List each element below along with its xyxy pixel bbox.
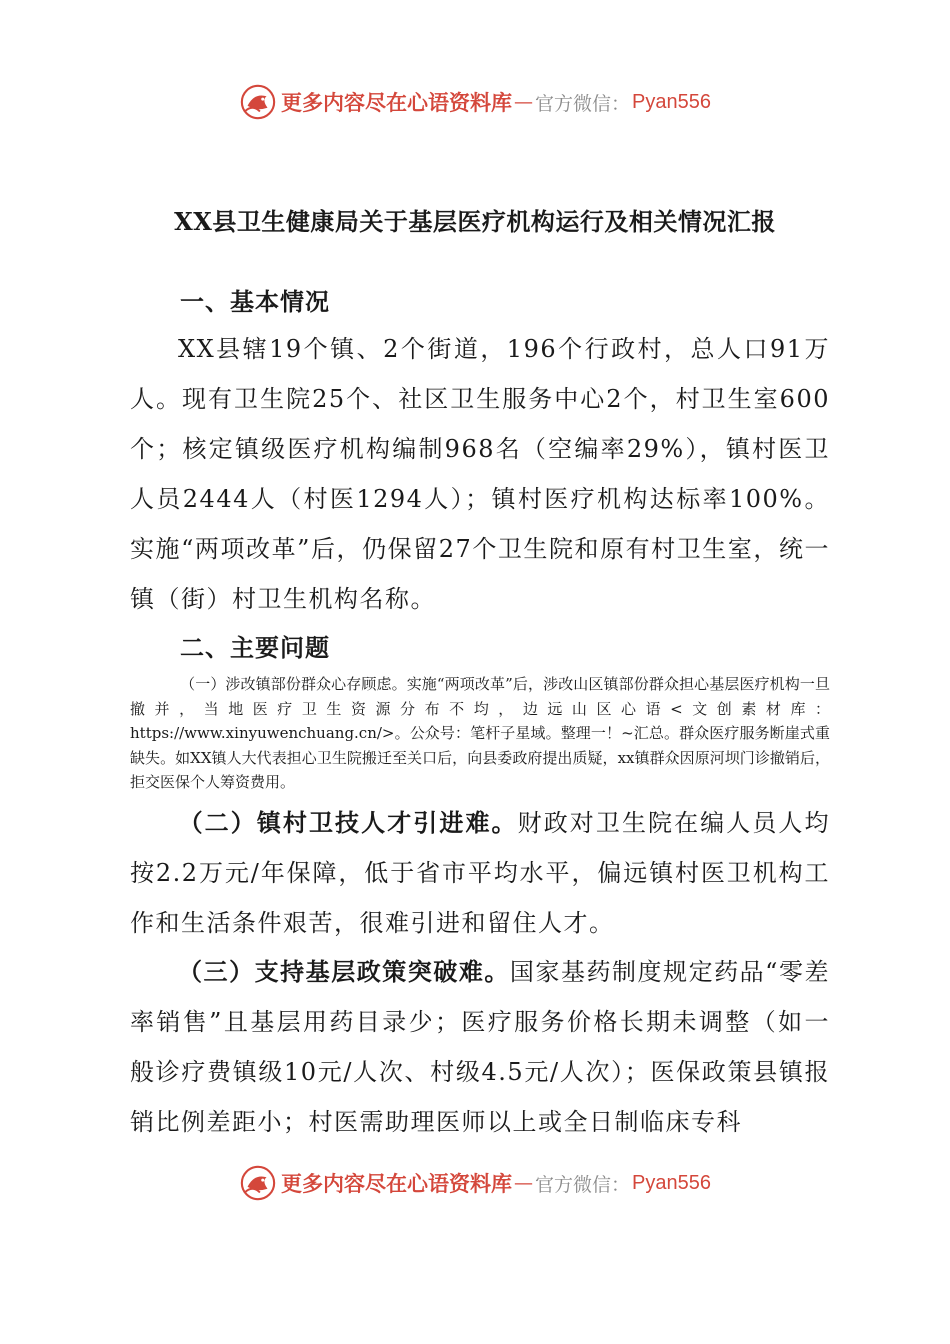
header-watermark-banner [0, 80, 950, 124]
paragraph-basic-situation-text: XX县辖19个镇、2个街道，196个行政村，总人口91万人。现有卫生院25个、社区卫生服务中心2个，村卫生室600个；核定镇级医疗机构编制968名（空编率29%），镇村医卫人员2444人（村医1294人）；镇村医疗机构达标率100%。实施“两项改革”后，仍保留27个卫生院和原有村卫生室，统一镇（街）村卫生机构名称。 [130, 335, 830, 613]
banner-wechat-id: Pyan556 [632, 90, 711, 113]
banner-wechat-label: 官方微信： [535, 92, 631, 115]
fish-logo-icon [239, 1164, 277, 1202]
banner-brand-text: 更多内容尽在心语资料库 [281, 90, 512, 115]
document-title: XX县卫生健康局关于基层医疗机构运行及相关情况汇报 [174, 207, 776, 236]
problem-item-2 [130, 798, 830, 948]
paragraph-basic-situation [130, 324, 830, 624]
section-heading-main-problems: 二、主要问题 [180, 633, 330, 662]
problem-item-2-text: 财政对卫生院在编人员人均按2.2万元/年保障，低于省市平均水平，偏远镇村医卫机构工作和生活条件艰苦，很难引进和留住人才。 [130, 809, 831, 937]
problem-item-3 [130, 947, 830, 1147]
footer-watermark-banner [0, 1161, 950, 1205]
banner-wechat-label: 官方微信： [535, 1173, 631, 1196]
banner-dash: — [514, 91, 533, 113]
fish-logo-icon [239, 83, 277, 121]
banner-wechat-id: Pyan556 [632, 1171, 711, 1194]
problem-item-3-lead: （三）支持基层政策突破难。 [178, 957, 510, 986]
problem-item-1-text: （一）涉改镇部份群众心存顾虑。实施“两项改革”后，涉改山区镇部份群众担心基层医疗机构一旦撤并，当地医疗卫生资源分布不均，边远山区心语<文创素材库：https://www.xinyuwenchuang.cn/>。公众号：笔杆子星域。整理一！~汇总。群众医疗服务断崖式重缺失。如XX镇人大代表担心卫生院搬迁至关口后，向县委政府提出质疑，xx镇群众因原河坝门诊撤销后，拒交医保个人筹资费用。 [130, 675, 830, 791]
problem-item-2-lead: （二）镇村卫技人才引进难。 [178, 808, 518, 837]
problem-item-1 [130, 672, 830, 795]
problem-item-3-text: 国家基药制度规定药品“零差率销售”且基层用药目录少；医疗服务价格长期未调整（如一般诊疗费镇级10元/人次、村级4.5元/人次）；医保政策县镇报销比例差距小；村医需助理医师以上或全日制临床专科 [130, 958, 830, 1136]
banner-dash: — [514, 1172, 533, 1194]
banner-brand-text: 更多内容尽在心语资料库 [281, 1171, 512, 1196]
section-heading-basic-situation: 一、基本情况 [180, 287, 330, 316]
